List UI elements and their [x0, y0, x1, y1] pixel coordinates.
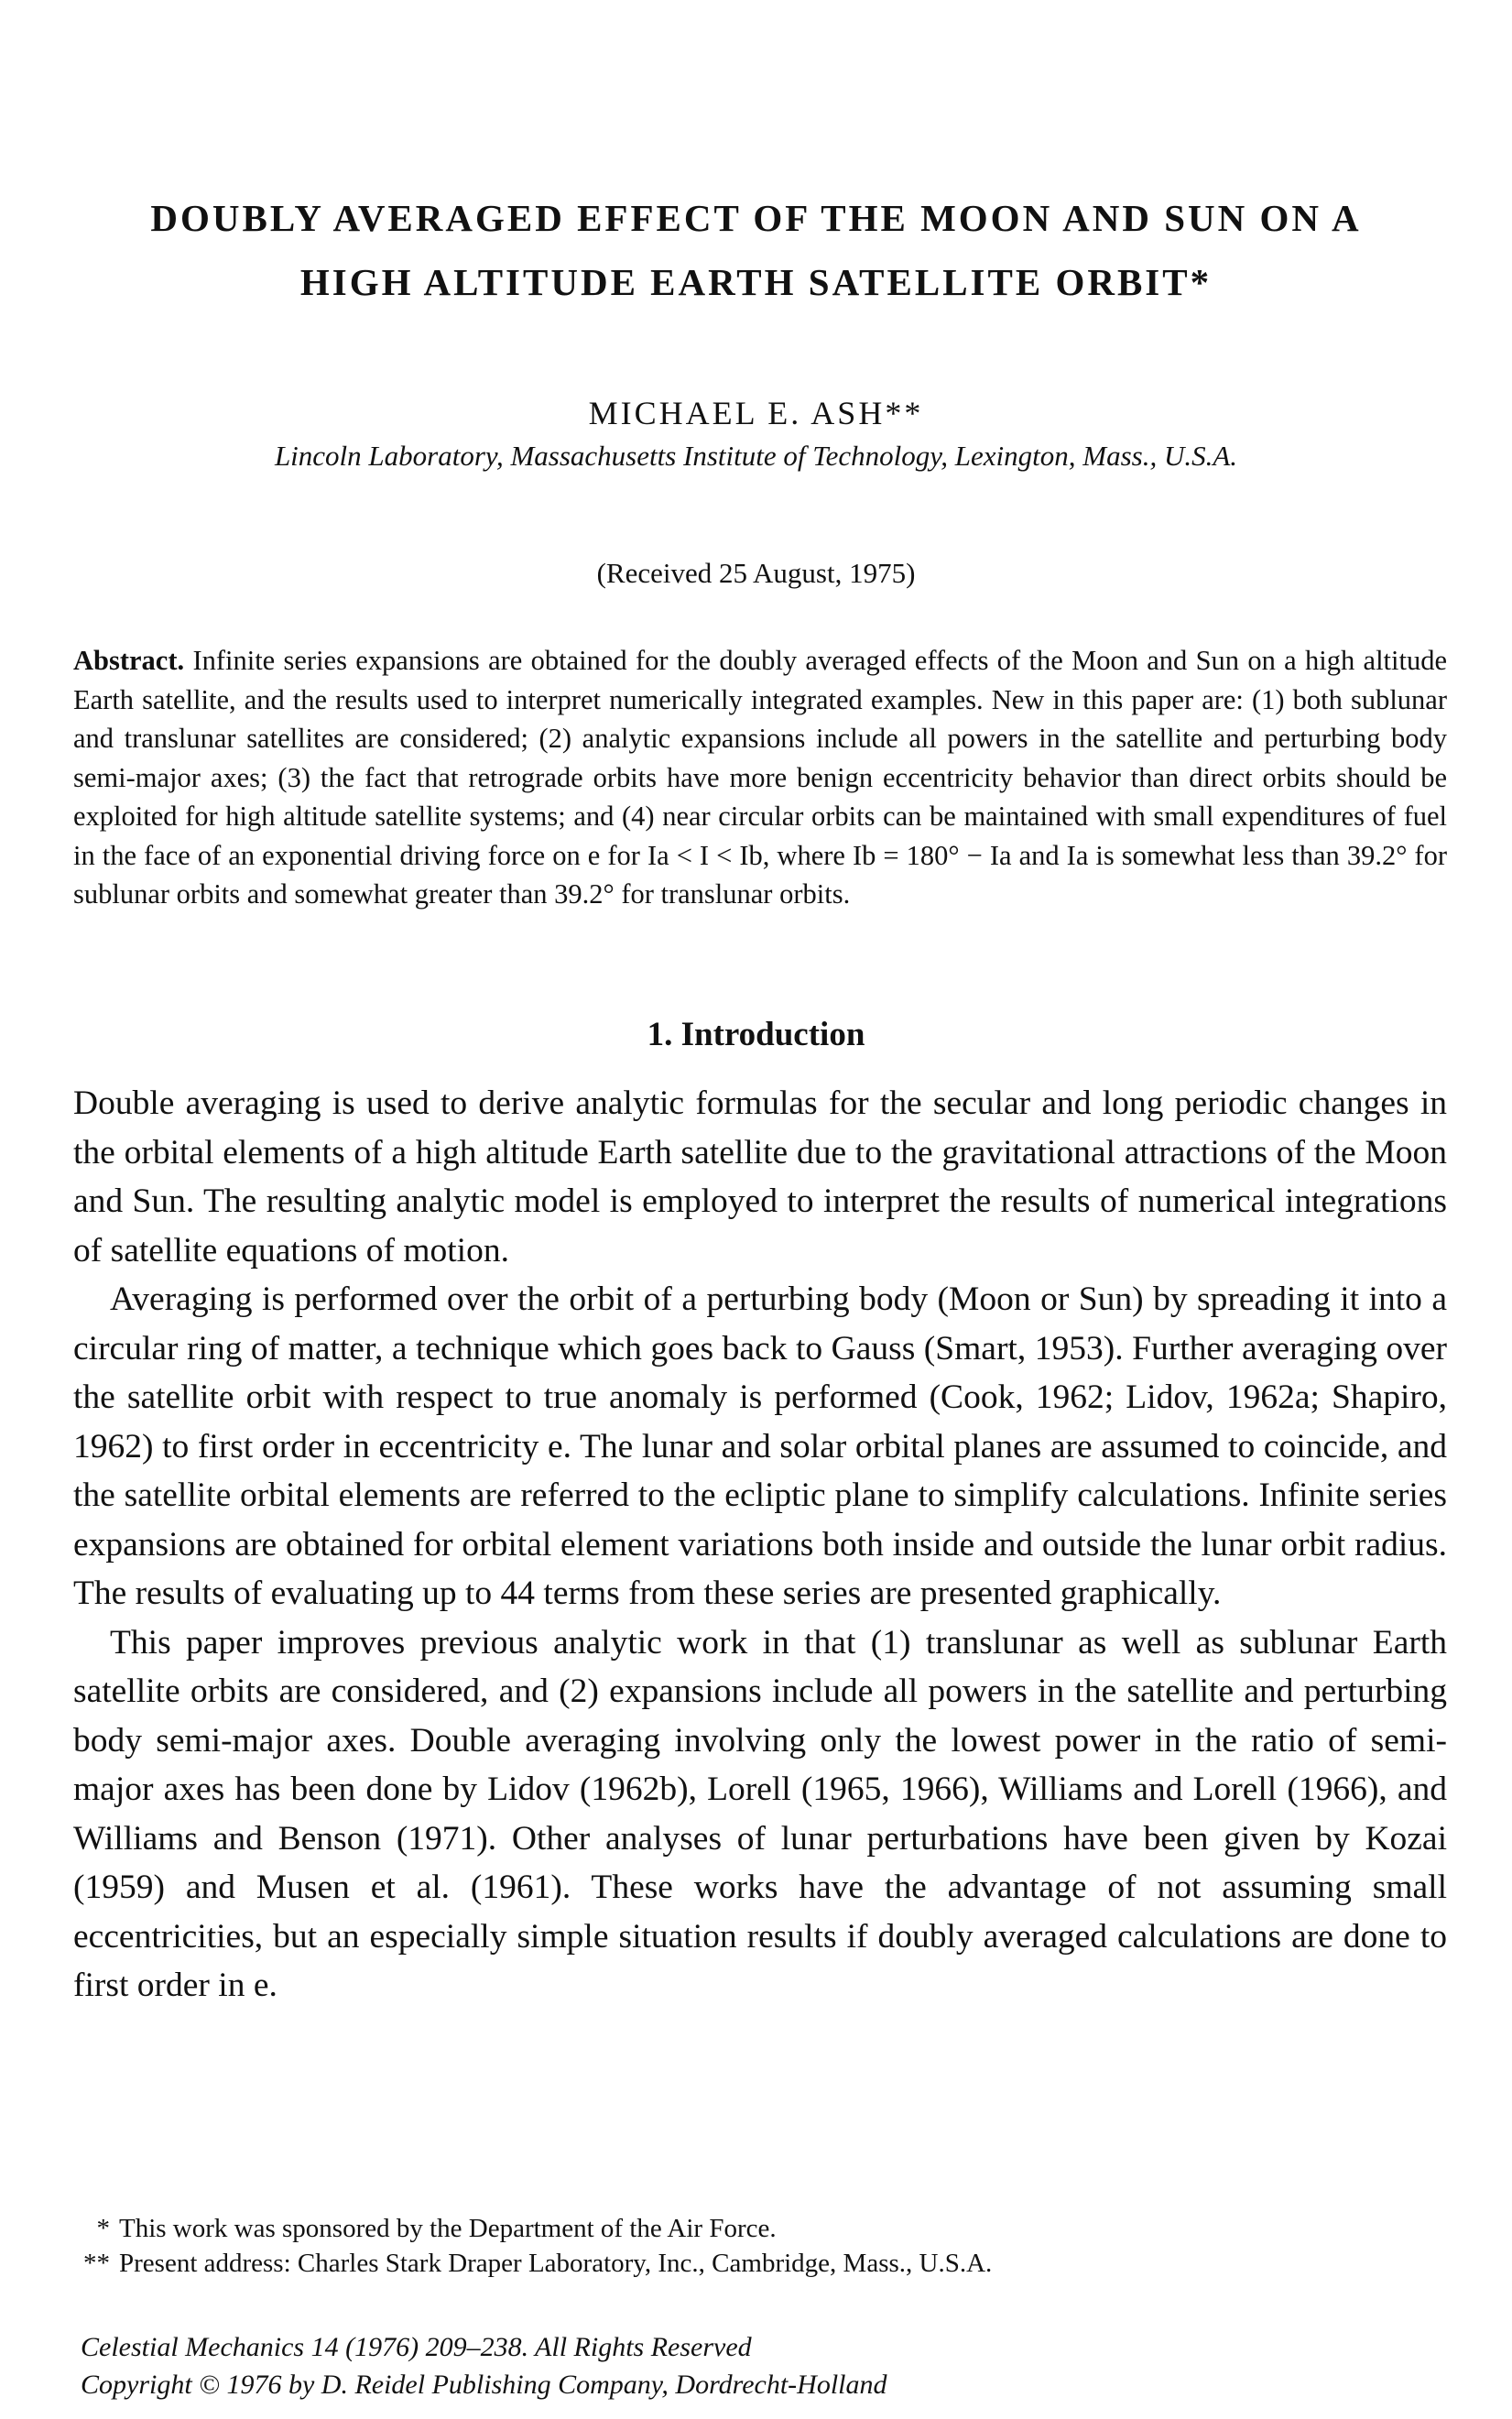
- journal-copyright: Copyright © 1976 by D. Reidel Publishing Company, Dordrecht-Holland: [81, 2370, 887, 2400]
- footnote-text: Present address: Charles Stark Draper Laboratory, Inc., Cambridge, Mass., U.S.A.: [119, 2249, 993, 2278]
- footnote-mark: **: [83, 2249, 110, 2278]
- footnote-mark: *: [96, 2214, 110, 2243]
- abstract: [73, 641, 1447, 914]
- paragraph-2: Averaging is performed over the orbit of a perturbing body (Moon or Sun) by spreading it into a circular ring of matter, a technique which goes back to Gauss (Smart, 1953). Further averaging over the satellite orbit with respect to true anomaly is performed (Cook, 1962; Lidov, 1962a; Shapiro, 1962) to first order in eccentricity e. The lunar and solar orbital planes are assumed to coincide, and the satellite orbital elements are referred to the ecliptic plane to simplify calculations. Infinite series expansions are obtained for orbital element variations both inside and outside the lunar orbit radius. The results of evaluating up to 44 terms from these series are presented graphically.: [73, 1280, 1447, 1612]
- journal-info: [81, 2328, 1180, 2403]
- received-date: (Received 25 August, 1975): [596, 557, 916, 589]
- abstract-label: Abstract.: [73, 645, 185, 676]
- footnote: [73, 2211, 1447, 2246]
- paragraph-3: This paper improves previous analytic work in that (1) translunar as well as sublunar Earth satellite orbits are considered, and (2) expansions include all powers in the satellite and perturbing body semi-major axes. Double averaging involving only the lowest power in the ratio of semi-major axes has been done by Lidov (1962b), Lorell (1965, 1966), Williams and Lorell (1966), and Williams and Benson (1971). Other analyses of lunar perturbations have been given by Kozai (1959) and Musen et al. (1961). These works have the advantage of not assuming small eccentricities, but an especially simple situation results if doubly averaged calculations are done to first order in e.: [73, 1623, 1447, 2004]
- author-affiliation: Lincoln Laboratory, Massachusetts Institute of Technology, Lexington, Mass., U.S.A.: [274, 440, 1238, 472]
- abstract-text: Infinite series expansions are obtained for the doubly averaged effects of the Moon and Sun on a high altitude Earth satellite, and the results used to interpret numerically integrated examples. New in this paper are: (1) both sublunar and translunar satellites are considered; (2) analytic expansions include all powers in the satellite and perturbing body semi-major axes; (3) the fact that retrograde orbits have more benign eccentricity behavior than direct orbits should be exploited for high altitude satellite systems; and (4) near circular orbits can be maintained with small expenditures of fuel in the face of an exponential driving force on e for Ia < I < Ib, where Ib = 180° − Ia and Ia is somewhat less than 39.2° for sublunar orbits and somewhat greater than 39.2° for translunar orbits.: [73, 645, 1447, 910]
- paragraph-1: Double averaging is used to derive analytic formulas for the secular and long periodic changes in the orbital elements of a high altitude Earth satellite due to the gravitational attractions of the Moon and Sun. The resulting analytic model is employed to interpret the results of numerical integrations of satellite equations of motion.: [73, 1084, 1447, 1269]
- introduction-body: [73, 1079, 1447, 2010]
- footnote: [73, 2246, 1447, 2281]
- footnote-text: This work was sponsored by the Department of the Air Force.: [119, 2214, 777, 2243]
- author-name: MICHAEL E. ASH**: [588, 395, 924, 431]
- paper-title-line-2: HIGH ALTITUDE EARTH SATELLITE ORBIT*: [299, 261, 1213, 303]
- section-heading: 1. Introduction: [647, 1016, 865, 1053]
- journal-citation: Celestial Mechanics 14 (1976) 209–238. All Rights Reserved: [81, 2332, 752, 2362]
- paper-title-line-1: DOUBLY AVERAGED EFFECT OF THE MOON AND SUN ON A: [150, 197, 1362, 239]
- footnotes: [73, 2211, 1447, 2281]
